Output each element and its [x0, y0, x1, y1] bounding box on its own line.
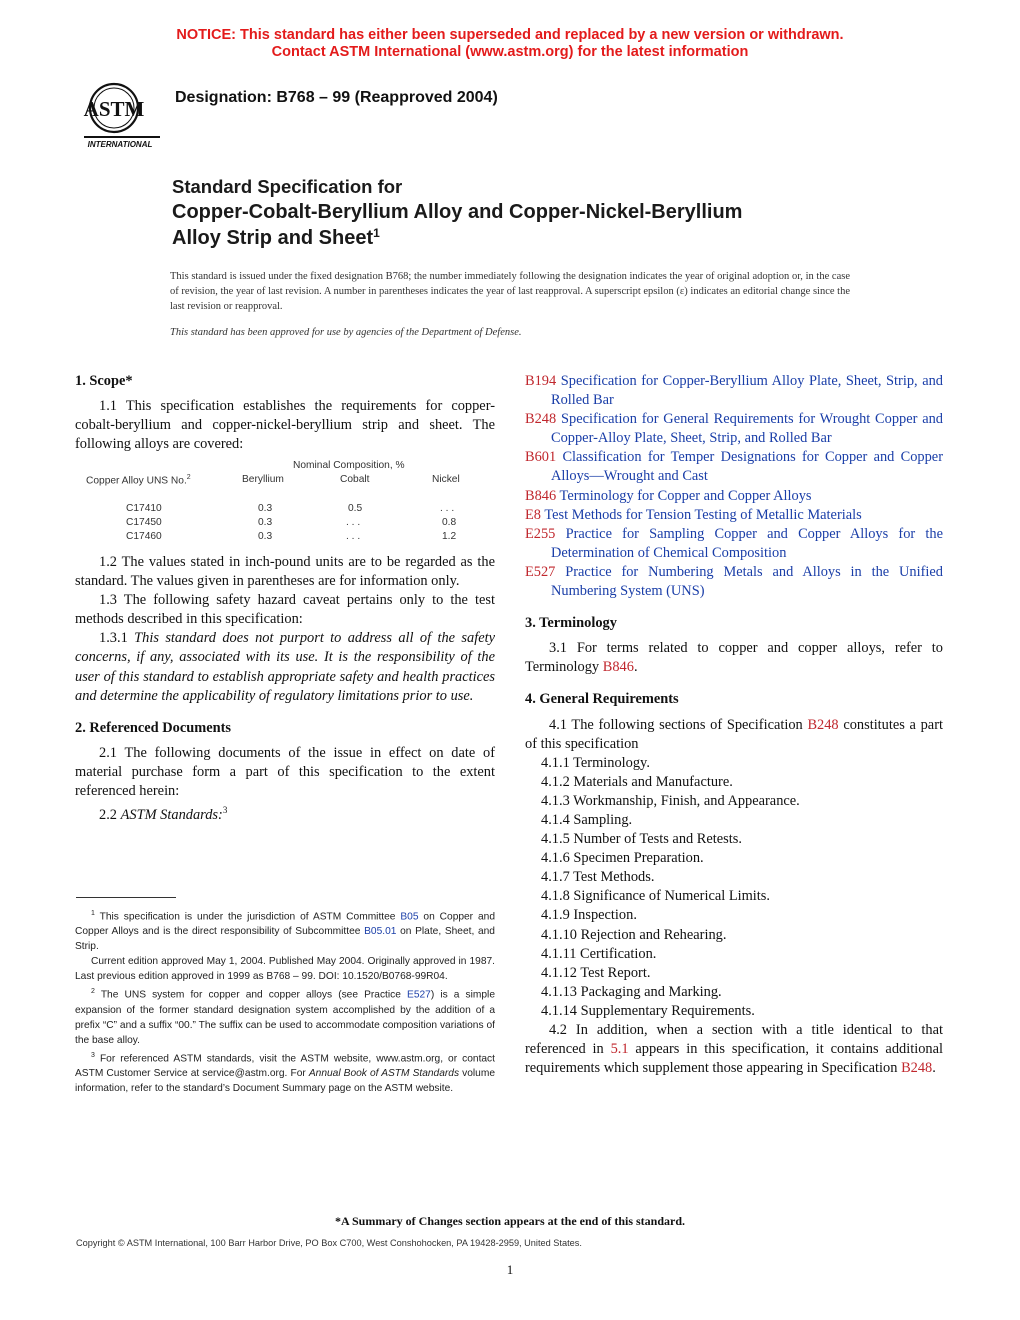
dod-note: This standard has been approved for use by agencies of the Department of Defense.: [170, 326, 522, 338]
table-cell: 0.5: [348, 503, 363, 514]
link-e527-footnote[interactable]: E527: [407, 989, 431, 1001]
para-2-2: ASTM Standards:: [120, 806, 223, 823]
footnote-1: $^1$ This specification is under the jurisdiction of ASTM Committee B05 on Copper and Copper Alloys and is the direct responsibility of Subcommittee B05.01 on Plate, Sheet, and Strip.: [75, 910, 495, 953]
list-item: 4.1.4 Sampling.: [541, 811, 633, 828]
para-1-3-1-number: 1.3.1: [99, 630, 128, 647]
ref-item-e255: E255 Practice for Sampling Copper and Copper Alloys for the Determination of Chemical Composition: [525, 525, 943, 561]
list-item: 4.1.9 Inspection.: [541, 907, 637, 924]
astm-logo-icon: [76, 78, 162, 150]
footnotes: [75, 906, 495, 1096]
table-cell: 0.8: [442, 517, 457, 528]
list-item: 4.1.3 Workmanship, Finish, and Appearance.: [541, 792, 800, 809]
title-line-3: Alloy Strip and Sheet: [172, 227, 374, 249]
list-item: 4.1.12 Test Report.: [541, 964, 651, 981]
table-cell: 0.3: [258, 517, 273, 528]
table-cell: 0.3: [258, 531, 273, 542]
copyright: Copyright © ASTM International, 100 Barr Harbor Drive, PO Box C700, West Conshohocken, PA 19428-2959, United States.: [76, 1238, 582, 1248]
link-b248[interactable]: B248: [807, 716, 839, 733]
table-cell: . . .: [346, 517, 361, 528]
section-3-heading: 3. Terminology: [525, 615, 617, 632]
list-item: 4.1.13 Packaging and Marking.: [541, 983, 722, 1000]
footnote-2: $^2$ The UNS system for copper and copper alloys (see Practice E527) is a simple expansion of the former standard designation system accomplished by the addition of a prefix “C” and a suffix “00.” The suffix can be used to accommodate composition variations of the base alloy.: [75, 988, 495, 1046]
list-item: 4.1.7 Test Methods.: [541, 869, 655, 886]
list-item: 4.1.8 Significance of Numerical Limits.: [541, 888, 770, 905]
table-cell: C17410: [126, 503, 162, 514]
footnote-3: $^3$ For referenced ASTM standards, visit the ASTM website, www.astm.org, or contact ASTM Customer Service at service@astm.org. For Annual Book of ASTM Standards volume information, refer to the standard’s Document Summary page on the ASTM website.: [75, 1051, 495, 1095]
link-b05-01[interactable]: B05.01: [364, 926, 397, 938]
list-item: 4.1.2 Materials and Manufacture.: [541, 773, 733, 790]
ref-item-e8: E8 Test Methods for Tension Testing of Metallic Materials: [525, 506, 862, 523]
page-number: 1: [506, 1262, 514, 1277]
list-item: 4.1.10 Rejection and Rehearing.: [541, 926, 727, 943]
ref-item-b194: B194 Specification for Copper-Beryllium Alloy Plate, Sheet, Strip, and Rolled Bar: [525, 373, 943, 409]
para-2-1: 2.1 The following documents of the issue in effect on date of material purchase form a part of this specification to the extent referenced herein:: [75, 744, 495, 800]
table-header-beryllium: Beryllium: [242, 474, 284, 485]
right-column: [525, 372, 943, 1078]
issue-note: This standard is issued under the fixed designation B768; the number immediately following the designation indicates the year of original adoption or, in the case of revision, the year of last revision. A number in parentheses indicates the year of last reapproval. A superscript epsilon (ε) indicates an editorial change since the last revision or reapproval.: [170, 271, 850, 313]
table-header-nickel: Nickel: [432, 474, 460, 485]
para-1-2: 1.2 The values stated in inch-pound units are to be regarded as the standard. The values given in parentheses are for information only.: [75, 554, 495, 590]
table-header-cobalt: Cobalt: [340, 474, 370, 485]
title-line-1: Standard Specification for: [172, 176, 403, 197]
logo-text: ASTM: [83, 97, 145, 121]
document-title: [172, 175, 742, 251]
link-section-5-1[interactable]: 5.1: [610, 1041, 629, 1058]
section-1-heading: 1. Scope*: [75, 373, 133, 389]
title-footnote-ref[interactable]: 1: [373, 226, 380, 240]
ref-item-b601: B601 Classification for Temper Designations for Copper and Copper Alloys—Wrought and Cast: [525, 449, 943, 485]
withdrawn-notice: [0, 27, 1020, 61]
list-item: 4.1.14 Supplementary Requirements.: [541, 1002, 755, 1019]
ref-item-e527: E527 Practice for Numbering Metals and Alloys in the Unified Numbering System (UNS): [525, 563, 943, 600]
footnote-ref-3[interactable]: 3: [222, 805, 228, 816]
table-header-uns: Copper Alloy UNS No.$^2$: [86, 474, 191, 487]
list-item: 4.1.6 Specimen Preparation.: [541, 850, 704, 867]
table-group-header: Nominal Composition, %: [293, 460, 405, 471]
link-b248-2[interactable]: B248: [901, 1060, 933, 1077]
link-b846[interactable]: B846: [602, 659, 634, 676]
table-cell: . . .: [440, 503, 455, 514]
para-1-3: 1.3 The following safety hazard caveat pertains only to the test methods described in this specification:: [75, 592, 495, 628]
table-cell: C17460: [126, 531, 162, 542]
ref-item-b846: B846 Terminology for Copper and Copper Alloys: [525, 487, 812, 504]
table-cell: . . .: [346, 531, 361, 542]
list-item: 4.1.11 Certification.: [541, 945, 657, 962]
para-1-1: 1.1 This specification establishes the requirements for copper-cobalt-beryllium and copper-nickel-beryllium strip and sheet. The following alloys are covered:: [75, 398, 495, 453]
section-2-heading: 2. Referenced Documents: [75, 719, 231, 736]
summary-of-changes-note: *A Summary of Changes section appears at the end of this standard.: [334, 1214, 686, 1228]
notice-line-2: Contact ASTM International (www.astm.org) for the latest information: [271, 44, 749, 60]
table-cell: 0.3: [258, 503, 273, 514]
section-4-heading: 4. General Requirements: [525, 691, 679, 708]
left-column: [75, 372, 495, 454]
issue-note-block: [170, 269, 850, 340]
para-4-2: 4.2 In addition, when a section with a title identical to that referenced in 5.1 appears in this specification, it contains additional requirements which supplement those appearing in Specification B248.: [525, 1022, 943, 1077]
footnote-1-edition: Current edition approved May 1, 2004. Published May 2004. Originally approved in 1987. Last previous edition approved in 1999 as B768 – 99. DOI: 10.1520/B0768-99R04.: [75, 956, 495, 983]
table-cell: C17450: [126, 517, 162, 528]
list-item: 4.1.1 Terminology.: [541, 754, 650, 771]
para-1-3-1: This standard does not purport to address all of the safety concerns, if any, associated with its use. It is the responsibility of the user of this standard to establish appropriate safety and health practices and determine the applicability of regulatory limitations prior to use.: [75, 630, 495, 704]
left-column-continued: [75, 553, 495, 825]
link-b05[interactable]: B05: [400, 911, 419, 923]
title-line-2: Copper-Cobalt-Beryllium Alloy and Copper-Nickel-Beryllium: [172, 201, 743, 223]
designation: Designation: B768 – 99 (Reapproved 2004): [175, 89, 498, 106]
para-3-1: 3.1 For terms related to copper and copper alloys, refer to Terminology B846.: [525, 640, 943, 676]
logo-subtext: INTERNATIONAL: [87, 140, 153, 149]
notice-line-1: NOTICE: This standard has either been superseded and replaced by a new version or withdrawn.: [176, 27, 844, 43]
para-2-2-number: 2.2: [99, 806, 117, 823]
para-4-1: 4.1 The following sections of Specification B248 constitutes a part of this specification: [525, 716, 943, 752]
table-cell: 1.2: [442, 531, 457, 542]
footnote-divider: [76, 897, 176, 898]
list-item: 4.1.5 Number of Tests and Retests.: [541, 831, 742, 848]
ref-item-b248: B248 Specification for General Requirements for Wrought Copper and Copper-Alloy Plate, Sheet, Strip, and Rolled Bar: [525, 411, 944, 447]
